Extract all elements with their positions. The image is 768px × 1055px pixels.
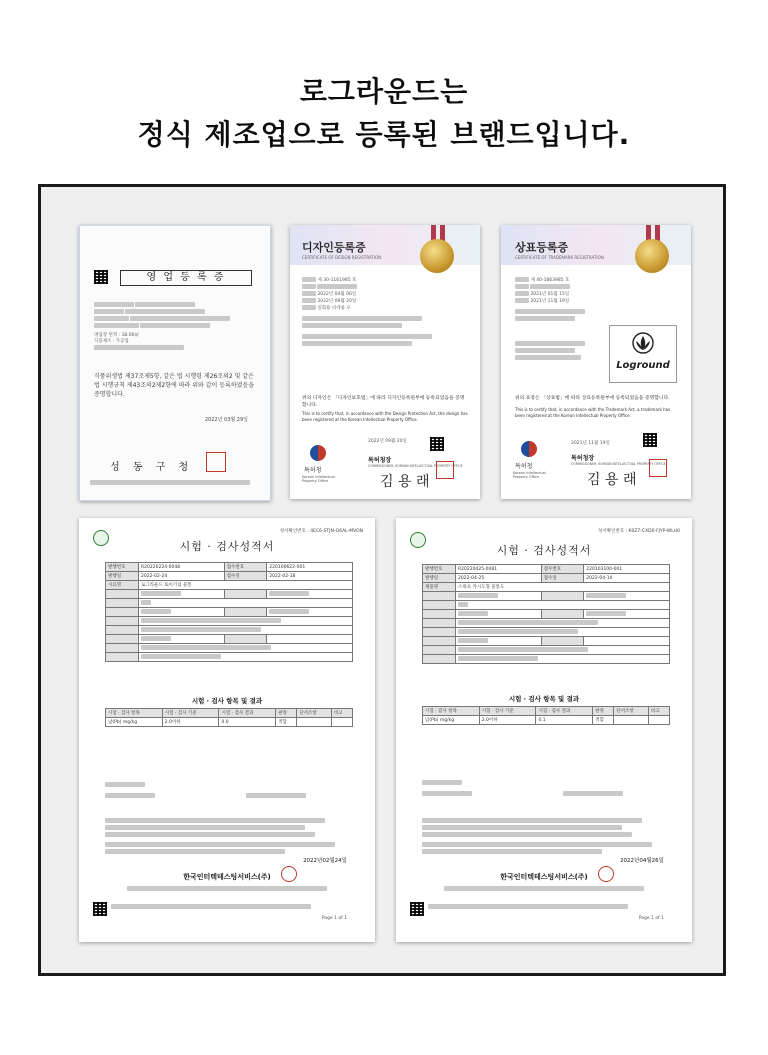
doc2-subtitle: CERTIFICATE OF DESIGN REGISTRATION [302,255,382,260]
doc2-official-seal [436,461,454,479]
doc5-cert-no: 성서확인번호 : K0Z7-CXD0-FJYP-WLH0 [598,529,680,534]
issue-date: 2022-04-25 [456,574,542,583]
col-header: 단서조항 [614,707,649,716]
reg-number: 제 40-1863985 호 [530,278,570,283]
col-header: 단서조항 [297,709,332,718]
col-header: 시험 · 검사 항목 [423,707,480,716]
doc5-company-seal [598,866,614,882]
doc5-title: 시험 · 검사성적서 [496,544,592,557]
receipt-date: 2022-04-14 [584,574,670,583]
doc2-org: 특허청장 [368,457,392,464]
col-header: 시험 · 검사 항목 [106,709,163,718]
doc3-org: 특허청장 [571,455,595,462]
qr-code [94,270,108,284]
sample-name: 로그라운드 토이기념 물통 [139,581,353,590]
certificate-frame [38,184,726,976]
doc4-result-header: 시험 · 검사 항목 및 결과 [191,697,263,705]
doc4-footer-date: 2022년02월24일 [303,858,347,864]
result-verdict: 적합 [593,716,614,725]
result-item: 납(Pb) mg/kg [106,718,163,727]
doc5-footer-date: 2022년04월26일 [620,858,664,864]
doc4-address [119,886,335,893]
col-header: 판정 [593,707,614,716]
doc4-info-table: 발행번호 R20220224-0048 접수번호 220100622-001 발행일 2022-02-24 접수일 2022-02-18 시료명 로그라운드 토이기념 물통 [105,562,353,662]
doc5-page: Page 1 of 1 [638,916,664,921]
area-value: 18.00㎡ [121,333,139,338]
product-name: 일회용 비데용 포 [317,306,351,311]
result-item: 납(Pb) mg/kg [423,716,480,725]
doc3-kipo: 특허청 [515,463,533,470]
doc1-statement: 식품위생법 제37조제5항, 같은 법 시행령 제26조의2 및 같은 법 시행규칙 제43조의2제2항에 따라 위와 같이 등록하였음을 증명합니다. [94,373,255,398]
doc3-official-seal [649,459,667,477]
col-header: 비고 [331,709,352,718]
test-inspection-report-2 [396,518,692,942]
kipo-logo-icon [521,441,537,457]
qr-code [93,902,107,916]
doc3-statement: 위의 표장은 「상표법」에 따라 상표등록원부에 등록되었음을 증명합니다. [515,396,670,401]
date-registered: 2021년 11월 19일 [530,299,570,304]
doc2-statement: 위의 디자인은 「디자인보호법」에 따라 디자인등록원부에 등록되었음을 증명합니다. [302,396,465,408]
col-header: 시험 · 검사 기준 [479,707,536,716]
gold-seal [635,239,669,273]
reg-number: 제 30-1161985 호 [317,278,357,283]
lotus-icon [623,332,663,354]
col-header: 시험 · 검사 기준 [162,709,219,718]
doc3-footer-date: 2021년 11월 19일 [571,441,610,446]
heading-line-2: 정식 제조업으로 등록된 브랜드입니다. [137,118,631,151]
date-applied: 2022년 04월 06일 [317,292,357,297]
doc2-kipo-en: Korean Intellectual Property Office [302,475,335,483]
doc5-info-table: 발행번호 R20220425-0081 접수번호 220103100-001 발행일 2022-04-25 접수일 2022-04-14 제품명 스위프 카시도형 물통도 [422,564,670,664]
doc4-page: Page 1 of 1 [321,916,347,921]
doc5-disclaimer [428,904,678,911]
doc1-official-seal [206,452,226,472]
issue-date: 2022-02-24 [139,572,225,581]
qr-code [410,902,424,916]
doc3-statement-en: This is to certify that, in accordance with the Trademark Act, a trademark has been registered at the Korean Intellectual Property Office. [515,407,671,418]
qr-code [430,437,444,451]
doc4-cert-no: 성서확인번호 : 4EC6-STJN-Q6AL-MVON [279,529,363,534]
trademark-logo-text: Loground [616,360,670,371]
doc4-title: 시험 · 검사성적서 [179,540,275,553]
doc3-subtitle: CERTIFICATE OF TRADEMARK REGISTRATION [515,255,604,260]
col-header: 시험 · 검사 결과 [219,709,276,718]
doc1-footnote [90,480,260,487]
doc5-org: 한국인터텍테스팅서비스(주) [500,873,588,881]
doc4-notes [105,818,355,856]
doc3-kipo-en: Korean Intellectual Property Office [513,471,546,479]
trademark-registration-certificate [501,225,691,499]
kipo-logo-icon [310,445,326,461]
receipt-number: 220100622-001 [267,563,353,572]
issue-number: R20220224-0048 [139,563,225,572]
doc2-footer-date: 2022년 09월 20일 [368,439,407,444]
test-inspection-report-1 [79,518,375,942]
date-applied: 2021년 01월 15일 [530,292,570,297]
col-header: 시험 · 검사 결과 [536,707,593,716]
doc2-statement-en: This is to certify that, in accordance with the Design Protection Act, the design has been registered at the Korean Intellectual Property Office. [302,411,468,422]
doc4-signers [105,782,355,800]
area-label: 영업장 면적 [94,333,118,338]
doc5-notes [422,818,672,856]
result-standard: 2.0이하 [479,716,536,725]
date-registered: 2022년 09월 20일 [317,299,357,304]
sample-name: 스위프 카시도형 물통도 [456,583,670,592]
doc4-disclaimer [111,904,361,911]
doc4-org: 한국인터텍테스팅서비스(주) [183,873,271,881]
result-value: 0.1 [536,716,593,725]
business-registration-certificate [79,225,271,501]
doc2-kipo: 특허청 [304,467,322,474]
doc2-org-en: COMMISSIONER, KOREAN INTELLECTUAL PROPERTY OFFICE [368,464,463,468]
col-header: 비고 [648,707,669,716]
doc2-title: 디자인등록증 [302,241,366,254]
doc1-date: 2022년 03월 29일 [204,417,248,423]
receipt-date: 2022-02-18 [267,572,353,581]
business-type: 식품제조 · 가공업 [94,339,129,344]
doc2-fields [302,277,468,348]
doc3-signature: 김 용 래 [587,472,637,488]
result-standard: 2.0이하 [162,718,219,727]
doc4-company-seal [281,866,297,882]
qr-code [643,433,657,447]
heading-line-1: 로그라운드는 [299,75,469,108]
issue-number: R20220425-0081 [456,565,542,574]
doc1-title: 영 업 등 록 증 [120,270,252,286]
doc1-issuer: 성 동 구 청 [110,462,194,473]
doc5-signers [422,780,672,798]
result-verdict: 적합 [276,718,297,727]
doc5-result-header: 시험 · 검사 항목 및 결과 [508,695,580,703]
doc2-signature: 김 용 래 [380,474,430,490]
receipt-number: 220103100-001 [584,565,670,574]
result-value: 0.0 [219,718,276,727]
col-header: 판정 [276,709,297,718]
doc3-title: 상표등록증 [515,241,569,254]
doc5-address [436,886,652,893]
doc1-fields: 영업장 면적 : 18.00㎡ 식품제조 · 가공업 [94,302,256,352]
doc5-result-table [422,706,670,725]
gold-seal [420,239,454,273]
trademark-logo-box [609,325,677,383]
doc3-org-en: COMMISSIONER, KOREAN INTELLECTUAL PROPERTY OFFICE [571,462,666,466]
design-registration-certificate [290,225,480,499]
doc4-result-table [105,708,353,727]
